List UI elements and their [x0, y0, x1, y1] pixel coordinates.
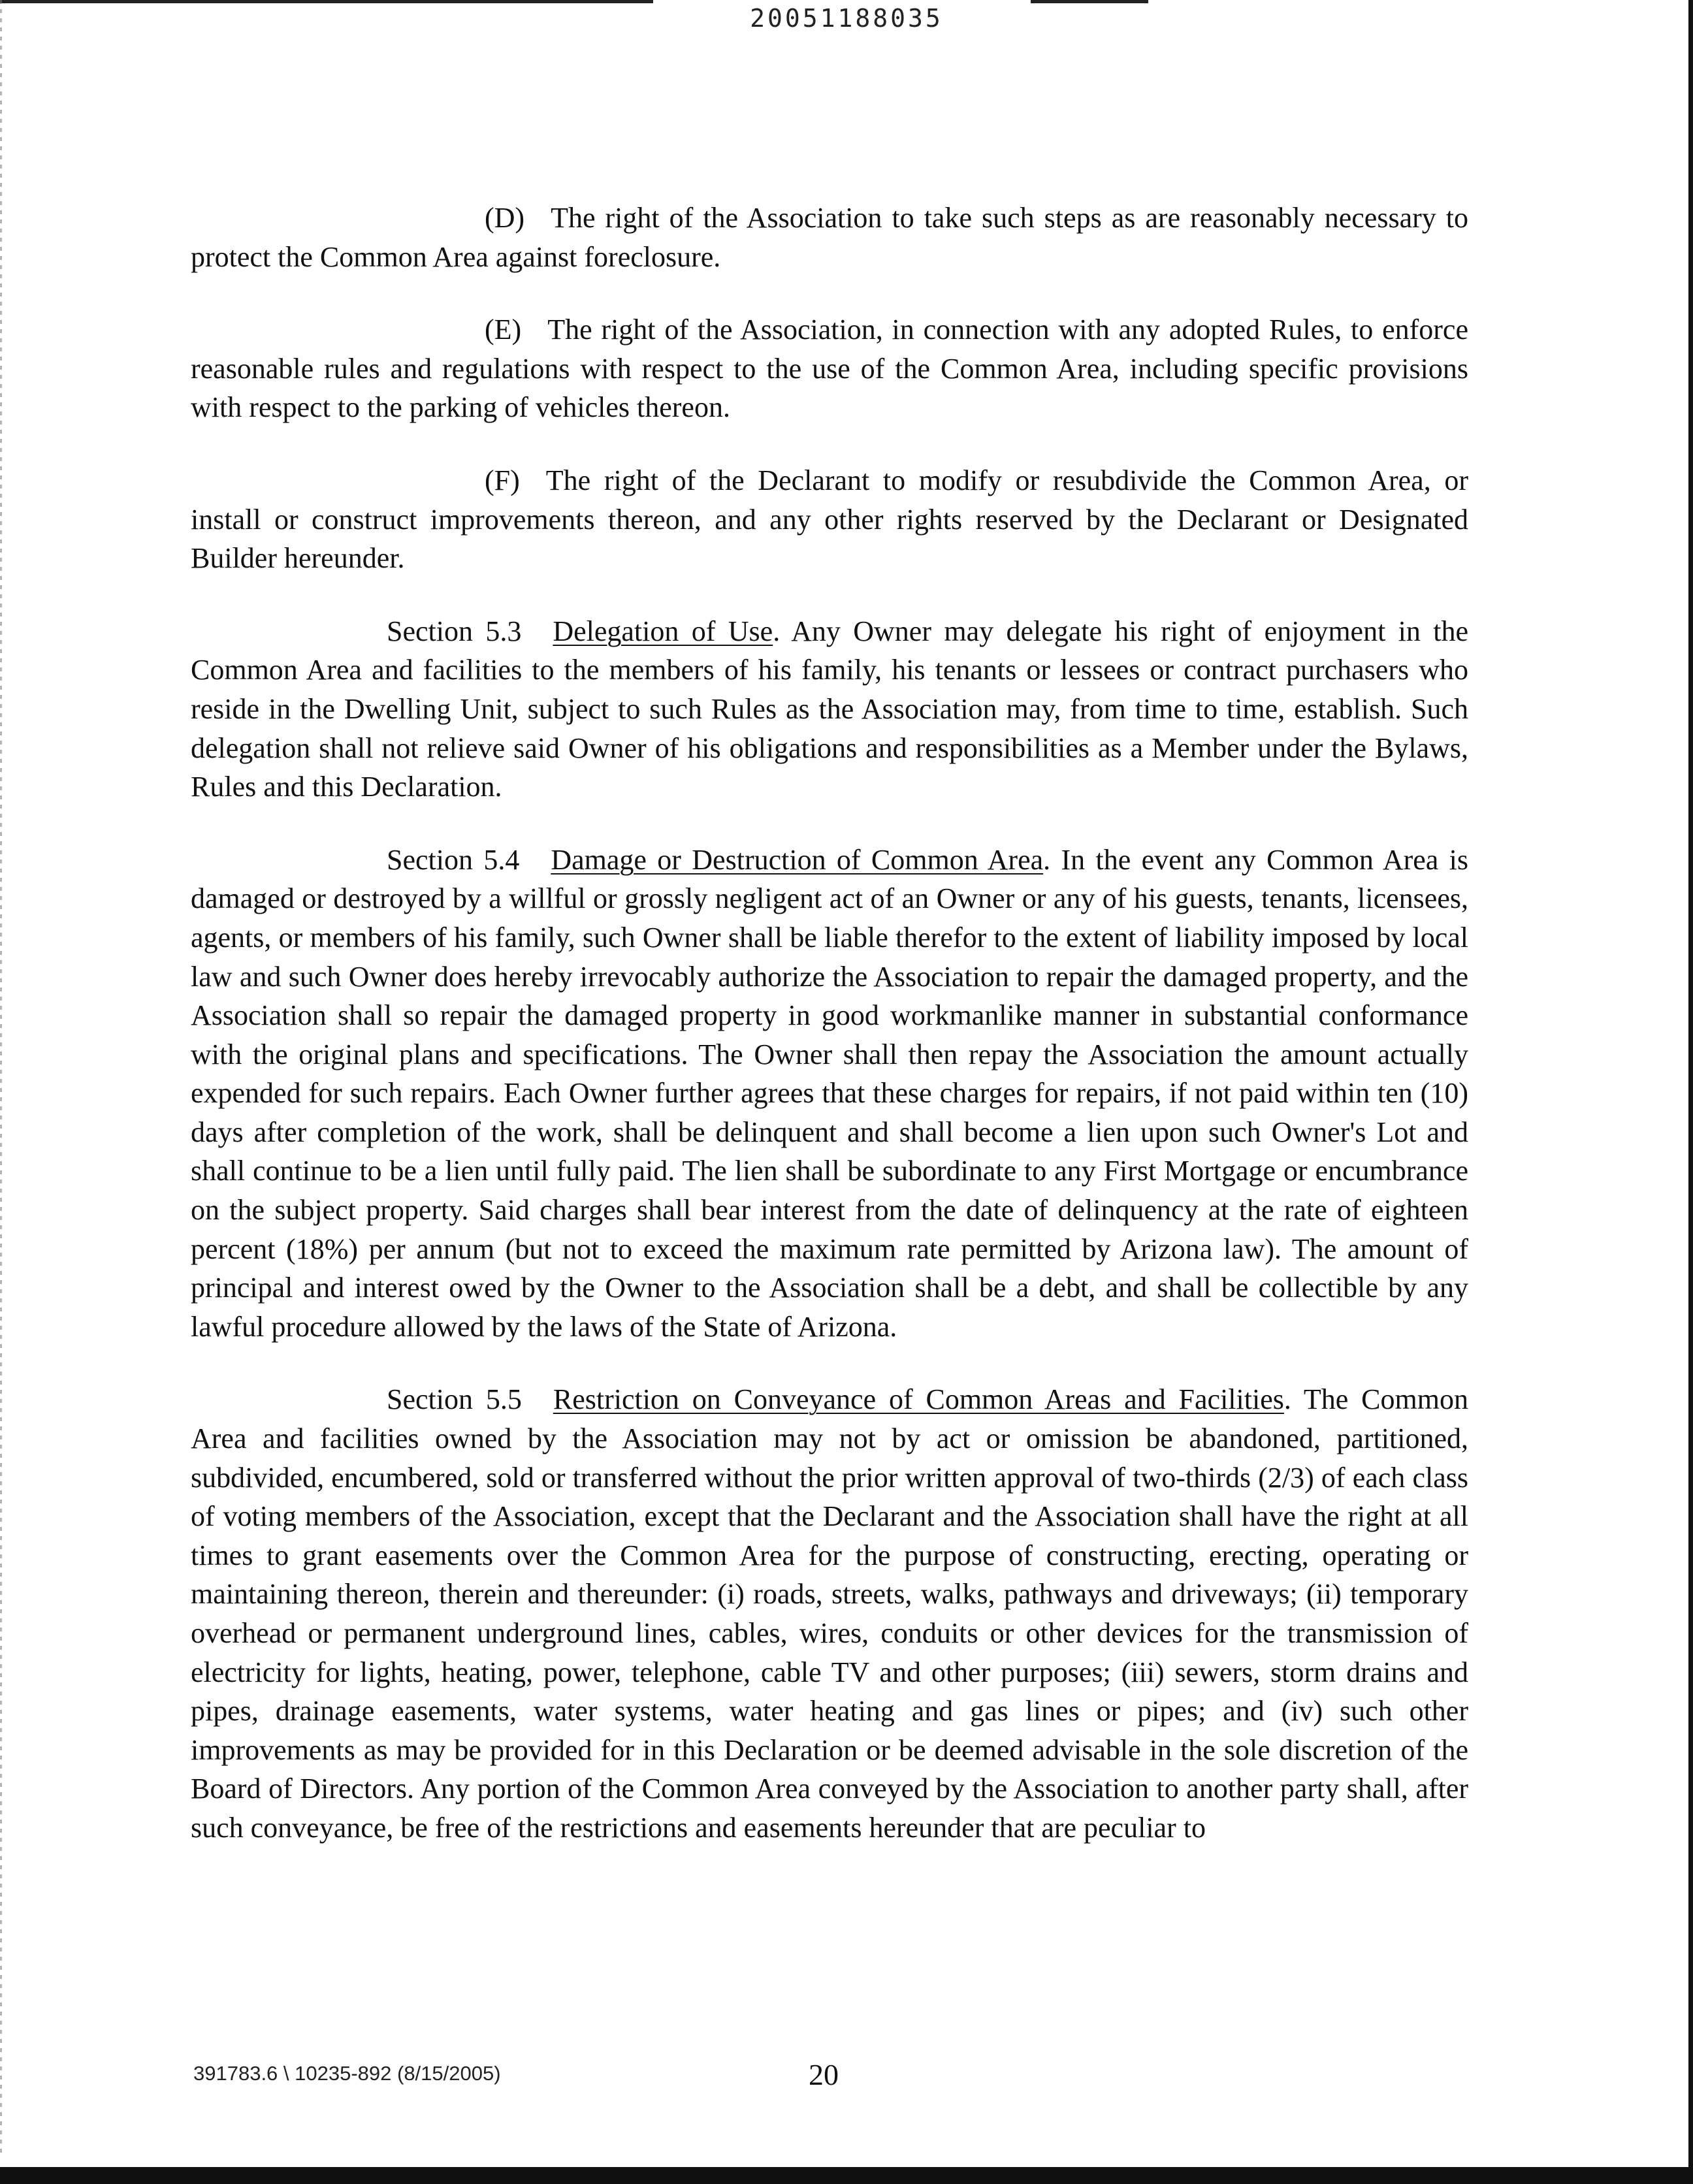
paragraph-label: (E) — [485, 313, 522, 346]
scan-top-rule-right — [1031, 0, 1148, 3]
paragraph-f — [191, 461, 1468, 578]
document-body — [191, 199, 1468, 1882]
section-text: . Any Owner may delegate his right of enjoyment in the Common Area and facilities to the members of his family, his tenants or lessees or contract purchasers who reside in the Dwelling Unit, subject to such Rules as the Association may, from time to time, establish. Such delegation shall not relieve said Owner of his obligations and responsibilities as a Member under the Bylaws, Rules and this Declaration. — [191, 615, 1468, 803]
section-label: Section 5.4 — [387, 843, 520, 876]
scan-left-edge — [0, 0, 2, 2155]
paragraph-label: (D) — [485, 202, 525, 234]
footer-document-id: 391783.6 \ 10235-892 (8/15/2005) — [193, 2062, 501, 2085]
section-heading: Damage or Destruction of Common Area — [551, 843, 1044, 876]
section-label: Section 5.3 — [387, 615, 522, 647]
paragraph-label: (F) — [485, 464, 520, 496]
section-heading: Delegation of Use — [553, 615, 773, 647]
scan-bottom-edge — [0, 2167, 1693, 2184]
scan-top-rule-left — [0, 0, 653, 3]
section-label: Section 5.5 — [387, 1383, 522, 1416]
paragraph-text: The right of the Association, in connection with any adopted Rules, to enforce reasonable rules and regulations with respect to the use of the Common Area, including specific provisions with respect to the parking of vehicles thereon. — [191, 313, 1468, 424]
section-heading: Restriction on Conveyance of Common Areas and Facilities — [553, 1383, 1284, 1416]
recording-number: 20051188035 — [750, 4, 943, 33]
section-text: . In the event any Common Area is damaged or destroyed by a willful or grossly negligent act of an Owner or any of his guests, tenants, licensees, agents, or members of his family, such Owner shall be liable therefor to the extent of liability imposed by local law and such Owner does hereby irrevocably authorize the Association to repair the damaged property, and the Association shall so repair the damaged property in good workmanlike manner in substantial conformance with the original plans and specifications. The Owner shall then repay the Association the amount actually expended for such repairs. Each Owner further agrees that these charges for repairs, if not paid within ten (10) days after completion of the work, shall be delinquent and shall become a lien upon such Owner's Lot and shall continue to be a lien until fully paid. The lien shall be subordinate to any First Mortgage or encumbrance on the subject property. Said charges shall bear interest from the date of delinquency at the rate of eighteen percent (18%) per annum (but not to exceed the maximum rate permitted by Arizona law). The amount of principal and interest owed by the Owner to the Association shall be a debt, and shall be collectible by any lawful procedure allowed by the laws of the State of Arizona. — [191, 843, 1469, 1343]
section-text: . The Common Area and facilities owned by the Association may not by act or omission be abandoned, partitioned, subdivided, encumbered, sold or transferred without the prior written approval of two-thirds (2/3) of each class of voting members of the Association, except that the Declarant and the Association shall have the right at all times to grant easements over the Common Area for the purpose of constructing, erecting, operating or maintaining thereon, therein and thereunder: (i) roads, streets, walks, pathways and driveways; (ii) temporary overhead or permanent underground lines, cables, wires, conduits or other devices for the transmission of electricity for lights, heating, power, telephone, cable TV and other purposes; (iii) sewers, storm drains and pipes, drainage easements, water systems, water heating and gas lines or pipes; and (iv) such other improvements as may be provided for in this Declaration or be deemed advisable in the sole discretion of the Board of Directors. Any portion of the Common Area conveyed by the Association to another party shall, after such conveyance, be free of the restrictions and easements hereunder that are peculiar to — [191, 1383, 1468, 1844]
section-5-5 — [191, 1380, 1468, 1847]
scan-right-edge — [1688, 0, 1693, 2184]
paragraph-text: The right of the Association to take such steps as are reasonably necessary to protect the Common Area against foreclosure. — [191, 202, 1468, 273]
paragraph-e — [191, 310, 1468, 427]
page-number: 20 — [809, 2058, 839, 2091]
section-5-3 — [191, 612, 1468, 807]
paragraph-text: The right of the Declarant to modify or resubdivide the Common Area, or install or construct improvements thereon, and any other rights reserved by the Declarant or Designated Builder hereunder. — [191, 464, 1468, 575]
paragraph-d — [191, 199, 1468, 276]
section-5-4 — [191, 841, 1468, 1347]
